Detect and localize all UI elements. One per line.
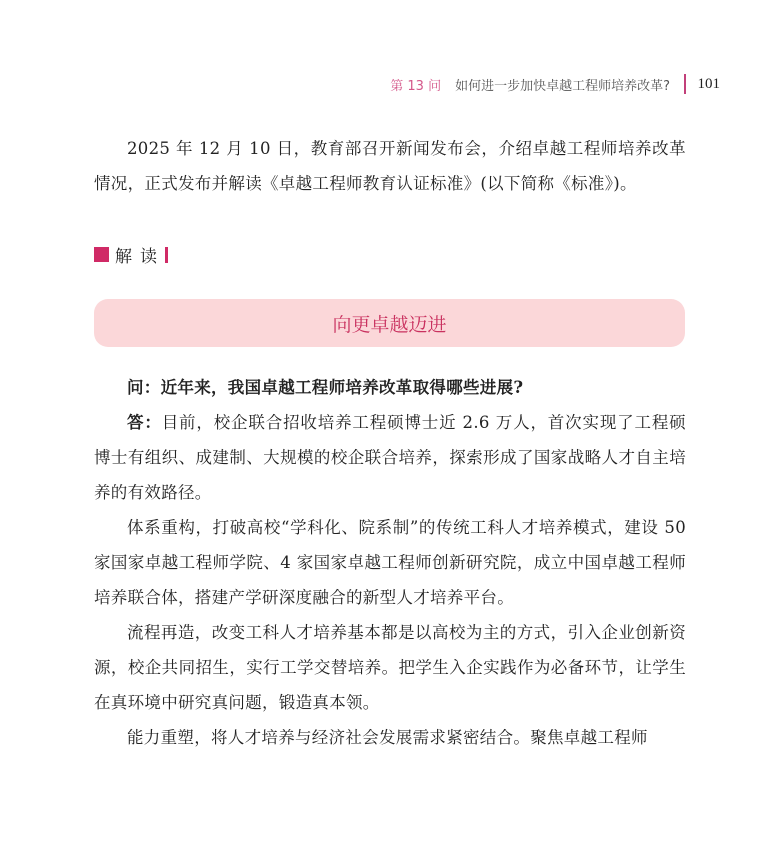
answer-paragraph [94,405,686,510]
topic-banner [94,299,685,347]
square-marker-icon [94,247,109,262]
intro-paragraph: 2025 年 12 月 10 日，教育部召开新闻发布会，介绍卓越工程师培养改革情况，正式发布并解读《卓越工程师教育认证标准》(以下简称《标准》)。 [94,139,686,193]
answer-text: 目前，校企联合招收培养工程硕博士近 2.6 万人，首次实现了工程硕博士有组织、成建制、大规模的校企联合培养，探索形成了国家战略人才自主培养的有效路径。 [94,413,686,502]
body-paragraph: 能力重塑，将人才培养与经济社会发展需求紧密结合。聚焦卓越工程师 [127,728,648,747]
question-title: 如何进一步加快卓越工程师培养改革? [455,78,670,94]
bar-marker-icon [165,247,168,263]
page-number: 101 [697,75,720,92]
answer-label: 答： [127,413,162,432]
body-paragraph: 体系重构，打破高校“学科化、院系制”的传统工科人才培养模式，建设 50 家国家卓越工程师学院、4 家国家卓越工程师创新研究院，成立中国卓越工程师培养联合体，搭建产学研深度融合的新型人才培养平台。 [94,518,686,607]
section-heading [94,242,168,267]
header-divider [684,74,686,94]
running-header [390,72,720,96]
question-number: 第 13 问 [390,78,442,94]
banner-title: 向更卓越迈进 [332,313,447,336]
section-heading-label: 解读 [115,247,165,267]
body-paragraph: 流程再造，改变工科人才培养基本都是以高校为主的方式，引入企业创新资源，校企共同招生，实行工学交替培养。把学生入企实践作为必备环节，让学生在真环境中研究真问题，锻造真本领。 [94,623,686,712]
question-text: 问：近年来，我国卓越工程师培养改革取得哪些进展? [127,378,524,397]
